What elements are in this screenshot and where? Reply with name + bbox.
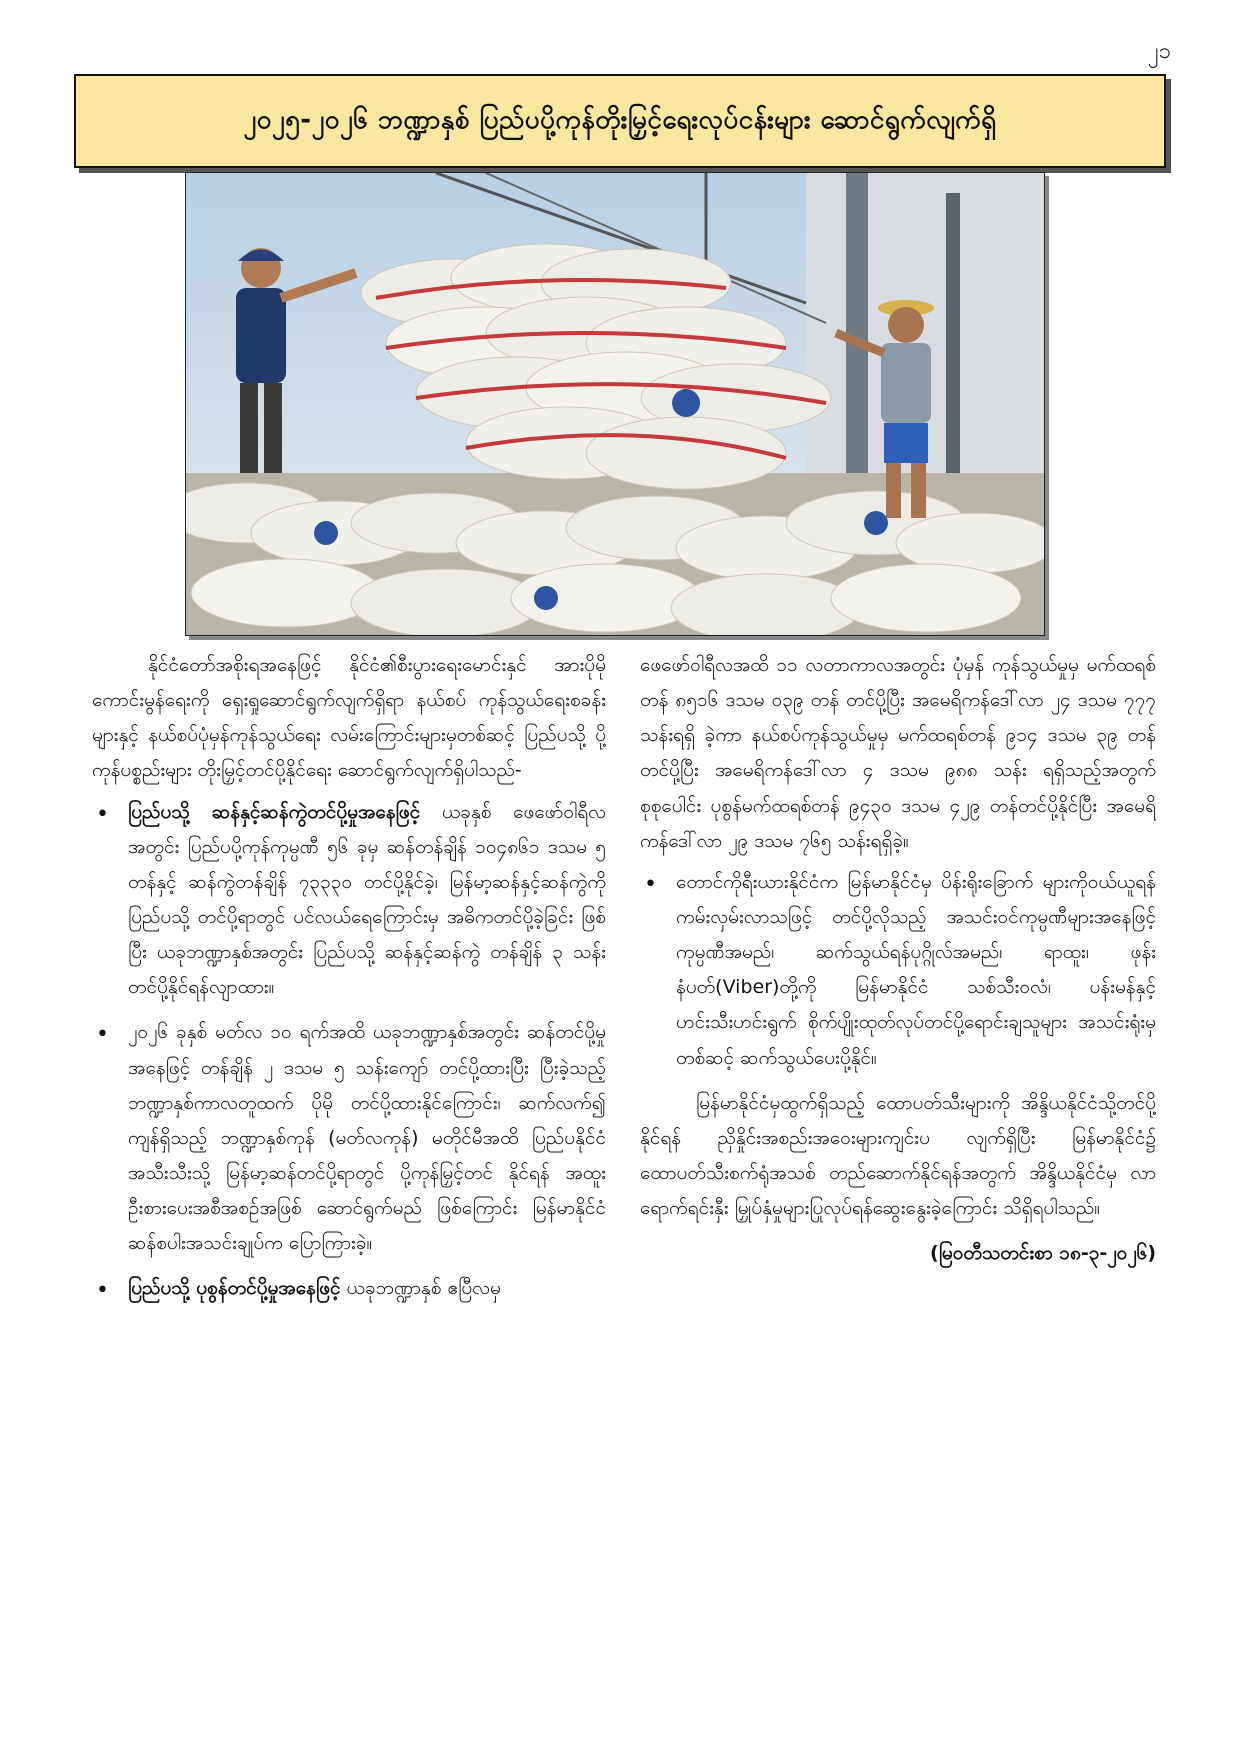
page-number: ၂၁ <box>1147 39 1171 64</box>
intro-paragraph: နိုင်ငံတော်အစိုးရအနေဖြင့် နိုင်ငံ၏စီးပွားရေးမောင်းနှင် အားပိုမိုကောင်းမွန်ရေးကို ရှေးရှုဆောင်ရွက်လျက်ရှိရာ နယ်စပ် ကုန်သွယ်ရေးစခန်းများနှင့် နယ်စပ်ပုံမှန်ကုန်သွယ်ရေး လမ်းကြောင်းများမှတစ်ဆင့် ပြည်ပသို့ ပို့ကုန်ပစ္စည်းများ တိုးမြှင့်တင်ပို့နိုင်ရေး ဆောင်ရွက်လျက်ရှိပါသည်- <box>92 654 606 782</box>
rice-loading-illustration <box>186 173 1044 635</box>
bullet-body: တောင်ကိုရီးယားနိုင်ငံက မြန်မာနိုင်ငံမှ ပိန်းရိုးခြောက် များကိုဝယ်ယူရန် ကမ်းလှမ်းလာသဖြင့် တင်ပို့လိုသည့် အသင်းဝင်ကုမ္ပဏီများအနေဖြင့် ကုမ္ပဏီအမည်၊ ဆက်သွယ်ရန်ပုဂ္ဂိုလ်အမည်၊ ရာထူး၊ ဖုန်းနံပတ်(Viber)တို့ကို မြန်မာနိုင်ငံ သစ်သီးဝလံ၊ ပန်းမန်နှင့် ဟင်းသီးဟင်းရွက် စိုက်ပျိုးထုတ်လုပ်တင်ပို့ရောင်းချသူများ အသင်းရုံးမှ တစ်ဆင့် ဆက်သွယ်ပေးပို့နိုင်။ <box>676 870 1156 1069</box>
bullet-heading: ပြည်ပသို့ ပုစွန်တင်ပို့မှုအနေဖြင့် <box>128 1277 341 1300</box>
source-citation: (မြဝတီသတင်းစာ ၁၈-၃-၂၀၂၆) <box>930 1242 1156 1265</box>
rice-sacks-photo <box>185 172 1045 636</box>
bullet-marker: • <box>96 1278 109 1304</box>
bullet-korea-request <box>640 865 1156 1076</box>
headline-title: ၂၀၂၅-၂၀၂၆ ဘဏ္ဍာနှစ် ပြည်ပပို့ကုန်တိုးမြှင့်ရေးလုပ်ငန်းများ ဆောင်ရွက်လျက်ရှိ <box>243 104 997 135</box>
bullet-marker: • <box>96 1022 109 1048</box>
bullet-rice-march <box>92 1015 606 1261</box>
bullet-body: ယခုဘဏ္ဍာနှစ် ဧပြီလမှ <box>340 1277 501 1300</box>
bullet-shrimp-export <box>92 1271 606 1306</box>
bullet-heading: ပြည်ပသို့ ဆန်နှင့်ဆန်ကွဲတင်ပို့မှုအနေဖြင့် <box>128 800 421 823</box>
bullet-rice-export <box>92 795 606 1006</box>
left-column <box>92 648 606 1317</box>
bullet-body: ယခုနှစ် ဖေဖော်ဝါရီလအတွင်း ပြည်ပပို့ကုန်ကုမ္ပဏီ ၅၆ ခုမှ ဆန်တန်ချိန် ၁၀၄၈၆၁ ဒသမ ၅ တန်နှင့် ဆန်ကွဲတန်ချိန် ၇၃၃၃၀ တင်ပို့နိုင်ခဲ့၊ မြန်မာ့ဆန်နှင့်ဆန်ကွဲကို ပြည်ပသို့ တင်ပို့ရာတွင် ပင်လယ်ရေကြောင်းမှ အဓိကတင်ပို့ခဲ့ခြင်း ဖြစ်ပြီး ယခုဘဏ္ဍာနှစ်အတွင်း ပြည်ပသို့ ဆန်နှင့်ဆန်ကွဲ တန်ချိန် ၃ သန်းတင်ပို့နိုင်ရန်လျာထား။ <box>128 800 606 999</box>
right-column <box>640 648 1156 1271</box>
bullet-marker: • <box>644 871 657 897</box>
bullet-marker: • <box>96 801 109 827</box>
bullet-body: ၂၀၂၆ ခုနှစ် မတ်လ ၁၀ ရက်အထိ ယခုဘဏ္ဍာနှစ်အတွင်း ဆန်တင်ပို့မှုအနေဖြင့် တန်ချိန် ၂ ဒသမ ၅ သန်းကျော် တင်ပို့ထားပြီး ပြီးခဲ့သည့် ဘဏ္ဍာနှစ်ကာလတူထက် ပိုမို တင်ပို့ထားနိုင်ကြောင်း၊ ဆက်လက်၍ ကျန်ရှိသည့် ဘဏ္ဍာနှစ်ကုန် (မတ်လကုန်) မတိုင်မီအထိ ပြည်ပနိုင်ငံ အသီးသီးသို့ မြန်မာ့ဆန်တင်ပို့ရာတွင် ပို့ကုန်မြှင့်တင် နိုင်ရန် အထူးဦးစားပေးအစီအစဉ်အဖြစ် ဆောင်ရွက်မည် ဖြစ်ကြောင်း မြန်မာနိုင်ငံဆန်စပါးအသင်းချုပ်က ပြောကြားခဲ့။ <box>128 1021 606 1255</box>
headline-banner <box>74 74 1166 168</box>
closing-paragraph: မြန်မာနိုင်ငံမှထွက်ရှိသည့် ထောပတ်သီးများကို အိန္ဒိယနိုင်ငံသို့တင်ပို့နိုင်ရန် ညှိနှိုင်းအစည်းအဝေးများကျင်းပ လျက်ရှိပြီး မြန်မာနိုင်ငံ၌ ထောပတ်သီးစက်ရုံအသစ် တည်ဆောက်နိုင်ရန်အတွက် အိန္ဒိယနိုင်ငံမှ လာရောက်ရင်းနှီး မြှုပ်နှံမှုများပြုလုပ်ရန်ဆွေးနွေးခဲ့ကြောင်း သိရှိရပါသည်။ <box>640 1091 1156 1220</box>
continuation-paragraph: ဖေဖော်ဝါရီလအထိ ၁၁ လတာကာလအတွင်း ပုံမှန် ကုန်သွယ်မှုမှ မက်ထရစ်တန် ၈၅၁၆ ဒသမ ၀၃၉ တန် တင်ပို့ပြီး အမေရိကန်ဒေါ်လာ ၂၄ ဒသမ ၇၇၇ သန်းရရှိ ခဲ့ကာ နယ်စပ်ကုန်သွယ်မှုမှ မက်ထရစ်တန် ၉၁၄ ဒသမ ၃၉ တန်တင်ပို့ပြီး အမေရိကန်ဒေါ်လာ ၄ ဒသမ ၉၈၈ သန်း ရရှိသည့်အတွက် စုစုပေါင်း ပုစွန်မက်ထရစ်တန် ၉၄၃၀ ဒသမ ၄၂၉ တန်တင်ပို့နိုင်ပြီး အမေရိကန်ဒေါ်လာ ၂၉ ဒသမ ၇၆၅ သန်းရရှိခဲ့။ <box>640 654 1156 852</box>
